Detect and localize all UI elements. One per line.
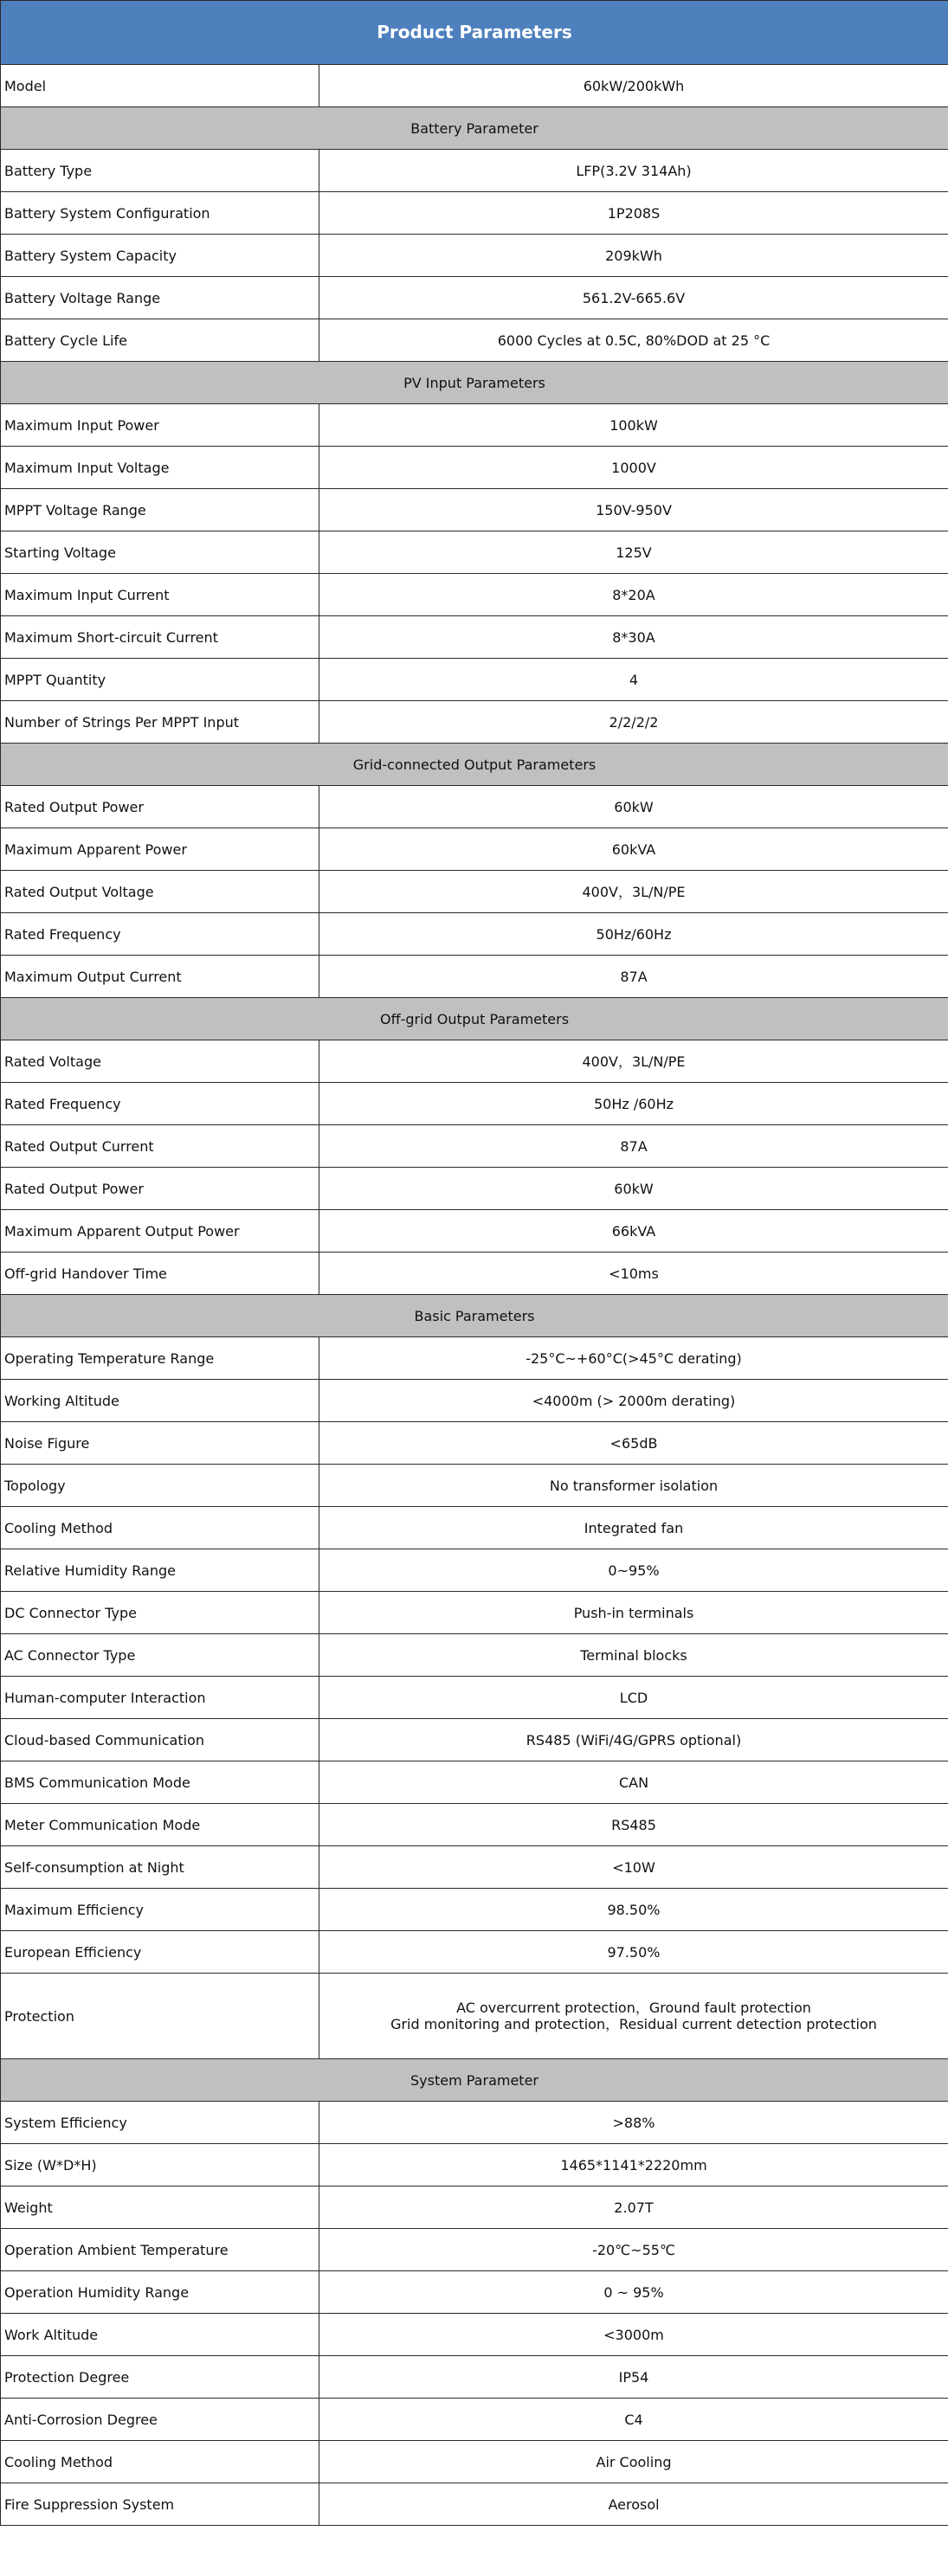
parameter-value: 400V，3L/N/PE [319, 1040, 948, 1083]
table-row [1, 2102, 948, 2144]
parameter-value: <3000m [319, 2314, 948, 2356]
table-row [1, 1253, 948, 1295]
table-row [1, 2399, 948, 2441]
parameter-value: 4 [319, 659, 948, 701]
parameter-label: MPPT Quantity [1, 659, 319, 701]
section-header-row [1, 2059, 948, 2102]
parameter-label: DC Connector Type [1, 1592, 319, 1634]
section-header: Battery Parameter [1, 107, 948, 150]
table-row [1, 447, 948, 489]
parameter-value: 87A [319, 1125, 948, 1168]
parameter-value: <10ms [319, 1253, 948, 1295]
parameter-label: Rated Output Power [1, 786, 319, 828]
table-row [1, 235, 948, 277]
table-row [1, 489, 948, 531]
table-row [1, 1719, 948, 1761]
parameter-label: Operating Temperature Range [1, 1337, 319, 1380]
section-header-row [1, 1295, 948, 1337]
table-row [1, 2229, 948, 2271]
table-row [1, 913, 948, 956]
parameter-value: Push-in terminals [319, 1592, 948, 1634]
table-row [1, 1465, 948, 1507]
section-header: Basic Parameters [1, 1295, 948, 1337]
parameter-value: 1465*1141*2220mm [319, 2144, 948, 2186]
parameter-value: 8*30A [319, 616, 948, 659]
section-header: PV Input Parameters [1, 362, 948, 404]
parameter-value: 2/2/2/2 [319, 701, 948, 744]
table-row [1, 1125, 948, 1168]
parameter-label: Maximum Input Voltage [1, 447, 319, 489]
section-header: Off-grid Output Parameters [1, 998, 948, 1040]
parameter-label: Maximum Input Current [1, 574, 319, 616]
parameter-value: 66kVA [319, 1210, 948, 1253]
table-row [1, 2271, 948, 2314]
parameter-label: Rated Output Current [1, 1125, 319, 1168]
table-row [1, 1804, 948, 1846]
parameter-value: LFP(3.2V 314Ah) [319, 150, 948, 192]
parameter-label: Cloud-based Communication [1, 1719, 319, 1761]
parameter-value: <65dB [319, 1422, 948, 1465]
parameter-label: System Efficiency [1, 2102, 319, 2144]
parameter-value: RS485 [319, 1804, 948, 1846]
parameter-label: Working Altitude [1, 1380, 319, 1422]
table-row [1, 2483, 948, 2526]
parameter-label: Work Altitude [1, 2314, 319, 2356]
section-header-row [1, 998, 948, 1040]
parameter-value: 50Hz/60Hz [319, 913, 948, 956]
parameter-value: 50Hz /60Hz [319, 1083, 948, 1125]
parameter-label: Battery Type [1, 150, 319, 192]
parameter-label: Maximum Efficiency [1, 1889, 319, 1931]
parameter-value: 400V，3L/N/PE [319, 871, 948, 913]
parameter-value: Aerosol [319, 2483, 948, 2526]
parameter-value: Terminal blocks [319, 1634, 948, 1677]
table-row [1, 1677, 948, 1719]
parameter-value: 97.50% [319, 1931, 948, 1974]
parameter-label: Size (W*D*H) [1, 2144, 319, 2186]
parameter-value: >88% [319, 2102, 948, 2144]
parameter-label: Battery System Capacity [1, 235, 319, 277]
parameter-label: Maximum Short-circuit Current [1, 616, 319, 659]
section-header-row [1, 107, 948, 150]
parameter-value: 100kW [319, 404, 948, 447]
table-row [1, 786, 948, 828]
table-row [1, 1761, 948, 1804]
parameter-value: 60kVA [319, 828, 948, 871]
table-row [1, 1083, 948, 1125]
table-row [1, 1168, 948, 1210]
parameter-value: 60kW [319, 1168, 948, 1210]
table-title: Product Parameters [1, 1, 948, 65]
parameter-value: <10W [319, 1846, 948, 1889]
table-row [1, 1549, 948, 1592]
table-row [1, 319, 948, 362]
parameter-value: Air Cooling [319, 2441, 948, 2483]
parameter-value: C4 [319, 2399, 948, 2441]
parameter-value: 1000V [319, 447, 948, 489]
section-header: Grid-connected Output Parameters [1, 744, 948, 786]
parameter-label: Rated Frequency [1, 1083, 319, 1125]
table-row [1, 1422, 948, 1465]
parameter-label: MPPT Voltage Range [1, 489, 319, 531]
table-row [1, 659, 948, 701]
parameter-value: -20℃~55℃ [319, 2229, 948, 2271]
parameter-label: Rated Frequency [1, 913, 319, 956]
parameter-label: Battery Voltage Range [1, 277, 319, 319]
parameter-value: 1P208S [319, 192, 948, 235]
parameter-value: <4000m (> 2000m derating) [319, 1380, 948, 1422]
parameter-label: Relative Humidity Range [1, 1549, 319, 1592]
table-row [1, 277, 948, 319]
parameter-label: Protection [1, 1974, 319, 2059]
parameter-label: Meter Communication Mode [1, 1804, 319, 1846]
section-header: System Parameter [1, 2059, 948, 2102]
table-row [1, 871, 948, 913]
table-row [1, 1380, 948, 1422]
parameter-value: 60kW [319, 786, 948, 828]
parameter-value: No transformer isolation [319, 1465, 948, 1507]
parameter-label: Rated Output Power [1, 1168, 319, 1210]
model-label: Model [1, 65, 319, 107]
table-row [1, 2186, 948, 2229]
parameter-label: Maximum Input Power [1, 404, 319, 447]
table-row [1, 192, 948, 235]
parameter-value-line: Grid monitoring and protection，Residual current detection protection [390, 2016, 877, 2032]
parameter-value: 87A [319, 956, 948, 998]
table-row [1, 616, 948, 659]
parameter-label: Topology [1, 1465, 319, 1507]
table-row [1, 1974, 948, 2059]
parameter-value: 150V-950V [319, 489, 948, 531]
parameter-value: 2.07T [319, 2186, 948, 2229]
parameter-label: Off-grid Handover Time [1, 1253, 319, 1295]
section-header-row [1, 362, 948, 404]
table-row [1, 828, 948, 871]
table-row [1, 1507, 948, 1549]
parameter-value: 0~95% [319, 1549, 948, 1592]
parameter-label: Maximum Apparent Output Power [1, 1210, 319, 1253]
section-header-row [1, 744, 948, 786]
table-row [1, 531, 948, 574]
parameter-value: CAN [319, 1761, 948, 1804]
table-row [1, 1931, 948, 1974]
parameter-label: Anti-Corrosion Degree [1, 2399, 319, 2441]
table-row [1, 2144, 948, 2186]
parameter-value: 561.2V-665.6V [319, 277, 948, 319]
table-row [1, 1889, 948, 1931]
parameter-value [319, 1974, 948, 2059]
parameter-value: Integrated fan [319, 1507, 948, 1549]
table-row [1, 1337, 948, 1380]
parameter-label: Maximum Output Current [1, 956, 319, 998]
model-row [1, 65, 948, 107]
parameter-label: Maximum Apparent Power [1, 828, 319, 871]
parameter-value-line: AC overcurrent protection，Ground fault protection [456, 2000, 811, 2016]
parameter-value: 125V [319, 531, 948, 574]
parameter-label: Human-computer Interaction [1, 1677, 319, 1719]
parameter-label: AC Connector Type [1, 1634, 319, 1677]
table-row [1, 2356, 948, 2399]
table-row [1, 956, 948, 998]
parameter-value: -25°C~+60°C(>45°C derating) [319, 1337, 948, 1380]
parameter-label: Noise Figure [1, 1422, 319, 1465]
parameter-label: Fire Suppression System [1, 2483, 319, 2526]
parameter-label: Operation Humidity Range [1, 2271, 319, 2314]
table-row [1, 701, 948, 744]
parameter-label: Number of Strings Per MPPT Input [1, 701, 319, 744]
parameter-label: BMS Communication Mode [1, 1761, 319, 1804]
parameter-label: Operation Ambient Temperature [1, 2229, 319, 2271]
spec-table-body [1, 1, 948, 2526]
parameter-value: 0 ~ 95% [319, 2271, 948, 2314]
parameter-label: Starting Voltage [1, 531, 319, 574]
parameter-label: Cooling Method [1, 2441, 319, 2483]
parameter-value: 8*20A [319, 574, 948, 616]
parameter-value: IP54 [319, 2356, 948, 2399]
parameter-value: 6000 Cycles at 0.5C, 80%DOD at 25 °C [319, 319, 948, 362]
parameter-label: Self-consumption at Night [1, 1846, 319, 1889]
table-row [1, 1040, 948, 1083]
parameter-label: Cooling Method [1, 1507, 319, 1549]
parameter-label: Rated Output Voltage [1, 871, 319, 913]
table-row [1, 1592, 948, 1634]
parameter-label: European Efficiency [1, 1931, 319, 1974]
parameter-value: 98.50% [319, 1889, 948, 1931]
table-row [1, 2441, 948, 2483]
parameter-value: RS485 (WiFi/4G/GPRS optional) [319, 1719, 948, 1761]
parameter-value: LCD [319, 1677, 948, 1719]
table-row [1, 150, 948, 192]
table-row [1, 1210, 948, 1253]
parameter-label: Rated Voltage [1, 1040, 319, 1083]
model-value: 60kW/200kWh [319, 65, 948, 107]
parameter-value: 209kWh [319, 235, 948, 277]
parameter-label: Protection Degree [1, 2356, 319, 2399]
table-row [1, 1846, 948, 1889]
parameter-label: Battery Cycle Life [1, 319, 319, 362]
table-row [1, 2314, 948, 2356]
parameter-label: Battery System Configuration [1, 192, 319, 235]
table-row [1, 1634, 948, 1677]
title-row [1, 1, 948, 65]
parameter-label: Weight [1, 2186, 319, 2229]
table-row [1, 404, 948, 447]
table-row [1, 574, 948, 616]
